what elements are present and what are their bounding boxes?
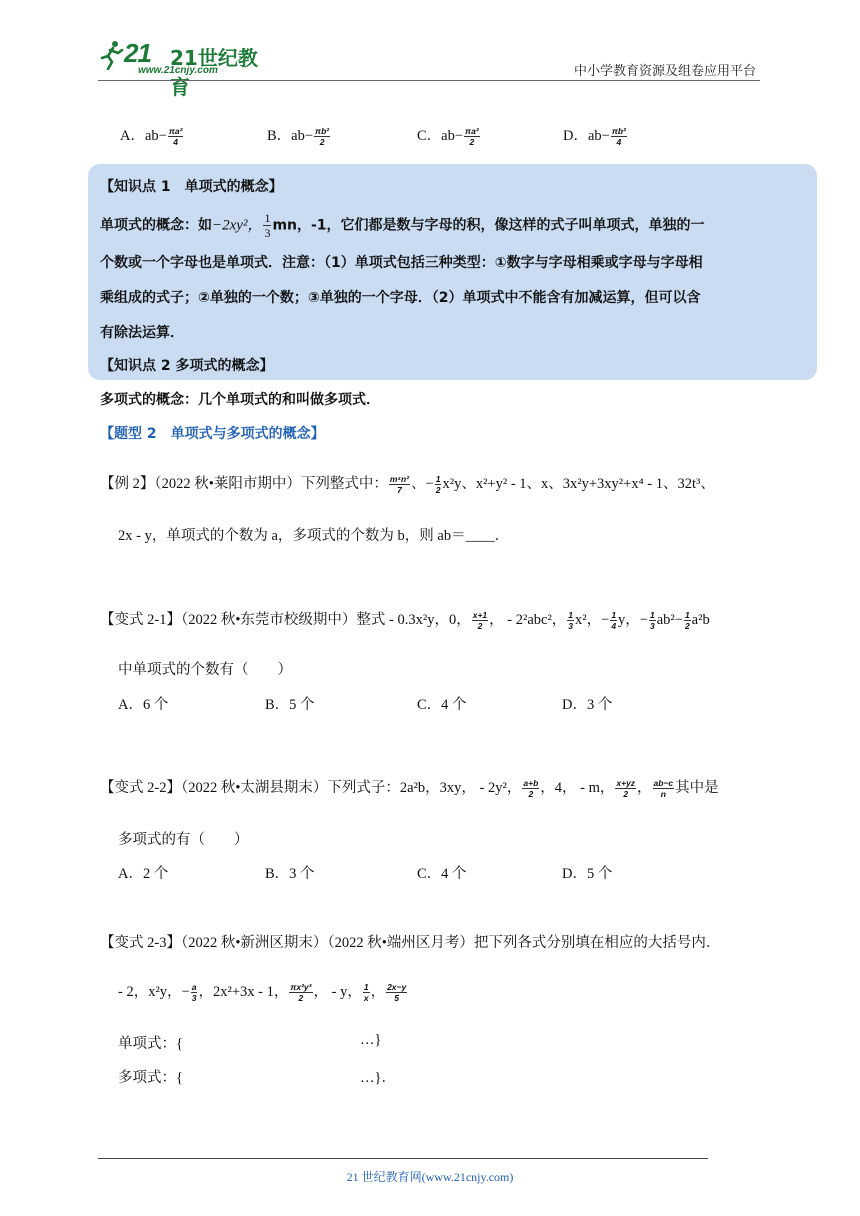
logo-text: 21世纪教育: [170, 46, 258, 99]
platform-name: 中小学教育资源及组卷应用平台: [573, 63, 756, 78]
knowledge-line-1: 单项式的概念：如−2xy²， $\frac{1}{3}$ mn，-1，它们都是数与字母的积，像这样的式子叫单项式，单独的一: [100, 211, 705, 240]
variant-2-2-option-c: C．4 个: [417, 866, 467, 882]
monomial-label: 单项式：{: [118, 1036, 183, 1052]
runner-logo-icon: [98, 40, 124, 70]
variant-2-1-option-a: A．6 个: [118, 697, 169, 713]
logo-url: www.21cnjy.com: [138, 65, 218, 76]
monomial-end: …}: [360, 1032, 382, 1048]
footer-divider: [98, 1158, 708, 1159]
knowledge-line-5: 多项式的概念：几个单项式的和叫做多项式．: [100, 392, 380, 408]
knowledge-line-2: 个数或一个字母也是单项式．注意：（1）单项式包括三种类型：①数字与字母相乘或字母与字母相: [100, 255, 703, 271]
variant-2-1-option-d: D．3 个: [562, 697, 613, 713]
section-title-type-2: 【题型 2 单项式与多项式的概念】: [100, 426, 325, 442]
variant-2-2-option-b: B．3 个: [265, 866, 315, 882]
variant-2-2-option-d: D．5 个: [562, 866, 613, 882]
variant-2-1-line-2: 中单项式的个数有（ ）: [118, 662, 292, 678]
variant-2-1-line-1: 【变式 2-1】（2022 秋•东莞市校级期中）整式 - 0.3x²y，0， $\frac{x+1}{2}$ ， - 2²abc²， $\frac{1}{3}$ x²，− $\frac{1}{4}$ y，− $\frac{1}{3}$ ab²− $\frac{1}{2}$ a²b: [100, 609, 710, 632]
variant-2-2-option-a: A．2 个: [118, 866, 169, 882]
fraction: $\frac{\text{πa²}}{4}$: [168, 125, 183, 148]
variant-2-2-line-1: 【变式 2-2】（2022 秋•太湖县期末）下列式子：2a²b，3xy， - 2y²， $\frac{a+b}{2}$ ，4， - m， $\frac{x+yz}{2}$ ， $\frac{ab-c}{n}$ 其中是: [100, 777, 719, 800]
knowledge-line-3: 乘组成的式子；②单独的一个数；③单独的一个字母．（2）单项式中不能含有加减运算，但可以含: [100, 290, 701, 306]
footer-text[interactable]: 21 世纪教育网(www.21cnjy.com): [346, 1170, 514, 1184]
variant-2-3-line-1: 【变式 2-3】（2022 秋•新洲区期末）（2022 秋•端州区月考）把下列各式分别填在相应的大括号内．: [100, 935, 721, 951]
site-logo: [98, 36, 258, 99]
option-a: A．ab− $\frac{\text{πa²}}{4}$: [120, 125, 183, 148]
knowledge-title-2: 【知识点 2 多项式的概念】: [100, 358, 274, 374]
fraction: $\frac{\text{πa²}}{2}$: [465, 125, 479, 148]
option-b: B．ab− $\frac{\text{πb²}}{2}$: [267, 125, 330, 148]
polynomial-label: 多项式：{: [118, 1070, 183, 1086]
variant-2-3-line-2: - 2，x²y，− $\frac{a}{3}$ ，2x²+3x - 1， $\frac{\text{πx²y³}}{2}$ ， - y， $\frac{1}{x}$ ， $\frac{2x-y}{5}$: [118, 981, 407, 1004]
knowledge-box: [88, 164, 817, 380]
header-divider: [98, 80, 760, 81]
variant-2-1-option-b: B．5 个: [265, 697, 315, 713]
knowledge-title-1: 【知识点 1 单项式的概念】: [100, 179, 283, 195]
polynomial-end: …}．: [360, 1070, 396, 1086]
option-c: C．ab− $\frac{\text{πa²}}{2}$: [417, 125, 479, 148]
fraction: $\frac{\text{πb²}}{2}$: [315, 125, 330, 148]
example-2-line-2: 2x - y，单项式的个数为 a，多项式的个数为 b，则 ab＝____．: [118, 528, 510, 544]
variant-2-1-option-c: C．4 个: [417, 697, 467, 713]
variant-2-2-line-2: 多项式的有（ ）: [118, 832, 249, 848]
example-2-line-1: 【例 2】（2022 秋•莱阳市期中）下列整式中： $\frac{\text{m⁴n²}}{7}$ 、− $\frac{1}{2}$ x²y、x²+y² - 1、x、3x²y+3xy²+x⁴ - 1、32t³、: [100, 473, 715, 496]
fraction: $\frac{\text{πb²}}{4}$: [611, 125, 626, 148]
option-d: D．ab− $\frac{\text{πb²}}{4}$: [563, 125, 626, 148]
knowledge-line-4: 有除法运算．: [100, 325, 184, 341]
logo-number: 21: [124, 38, 151, 68]
